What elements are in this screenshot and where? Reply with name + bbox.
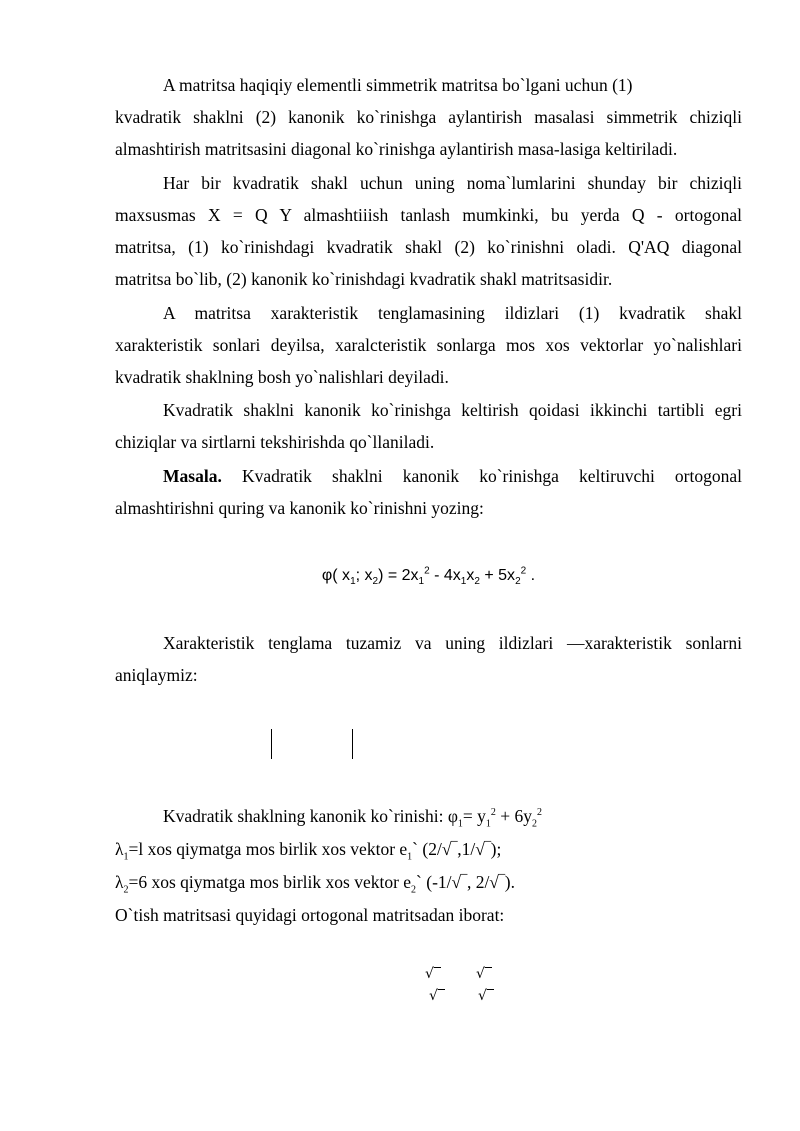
p1-line3: almashtirish matritsasini diagonal ko`rinishga aylantirish masa-lasiga keltiriladi. xyxy=(115,139,678,159)
text-part: λ xyxy=(115,839,124,859)
formula-part: φ( x xyxy=(321,567,351,584)
formula-sub: 2 xyxy=(515,576,521,588)
p4-line2: chiziqlar va sirtlarni tekshirishda qo`llaniladi. xyxy=(115,432,435,452)
sub: 1 xyxy=(485,818,491,830)
p6-line1: Xarakteristik tenglama tuzamiz va uning ildizlari —xarakteristik sonlarni xyxy=(163,633,742,653)
p2-line4: matritsa bo`lib, (2) kanonik ko`rinishdagi kvadratik shakl matritsasidir. xyxy=(115,269,613,289)
formula-part: ; x xyxy=(355,567,373,584)
sub: 2 xyxy=(411,884,417,896)
formula-part: x xyxy=(466,567,475,584)
sqrt-symbol: √‾ xyxy=(429,988,445,1004)
eigenvector-1-line xyxy=(115,839,742,863)
p5-line1-text: Kvadratik shaklni kanonik ko`rinishga keltiruvchi ortogonal xyxy=(241,466,743,486)
masala-label: Masala. xyxy=(163,466,222,486)
formula-part: + 5x xyxy=(479,567,516,584)
sub: 1 xyxy=(123,851,129,863)
text-part: Kvadratik shaklning kanonik ko`rinishi: φ xyxy=(163,806,458,826)
formula-part: ) = 2x xyxy=(378,567,419,584)
sub: 2 xyxy=(123,884,129,896)
p2-line3: matritsa, (1) ko`rinishdagi kvadratik shakl (2) ko`rinishni oladi. Q'AQ diagonal xyxy=(115,237,742,257)
formula-sup: 2 xyxy=(424,565,430,577)
text-part: = y xyxy=(462,806,486,826)
p2-line2: maxsusmas X = Q Y almashtiiish tanlash mumkinki, bu yerda Q - ortogonal xyxy=(115,205,742,225)
p4-line1: Kvadratik shaklni kanonik ko`rinishga keltirish qoidasi ikkinchi tartibli egri xyxy=(163,400,742,420)
sup: 2 xyxy=(490,807,496,819)
transition-matrix-line: O`tish matritsasi quyidagi ortogonal matritsadan iborat: xyxy=(115,905,505,925)
formula-sup: 2 xyxy=(520,565,527,577)
text-part: ` (2/√‾,1/√‾); xyxy=(412,839,502,859)
text-part: + 6y xyxy=(495,806,533,826)
sub: 2 xyxy=(532,818,538,830)
p2-line1: Har bir kvadratik shakl uchun uning noma`lumlarini shunday bir chiziqli xyxy=(163,173,742,193)
p1-line1: A matritsa haqiqiy elementli simmetrik matritsa bo`lgani uchun (1) xyxy=(163,75,633,95)
formula-part: - 4x xyxy=(429,567,461,584)
p3-line1: A matritsa xarakteristik tenglamasining ildizlari (1) kvadratik shakl xyxy=(163,303,742,323)
text-part: λ xyxy=(115,872,124,892)
formula-part: . xyxy=(526,567,536,584)
sqrt-symbol: √‾ xyxy=(425,966,441,982)
formula-sub: 2 xyxy=(372,576,379,588)
p3-line3: kvadratik shaklning bosh yo`nalishlari deyiladi. xyxy=(115,367,449,387)
formula-sub: 1 xyxy=(460,576,467,588)
p5-line1 xyxy=(163,466,742,486)
canonical-form-line xyxy=(163,806,790,830)
determinant-left-bar xyxy=(271,729,272,759)
formula xyxy=(115,566,742,586)
formula-sub: 2 xyxy=(474,576,480,588)
sub: 1 xyxy=(457,818,463,830)
p1-line2: kvadratik shaklni (2) kanonik ko`rinishga aylantirish masalasi simmetrik chiziqli xyxy=(115,107,742,127)
formula-sub: 1 xyxy=(350,576,356,588)
text-part: =6 xos qiymatga mos birlik xos vektor e xyxy=(128,872,412,892)
text-part: ` (-1/√‾, 2/√‾). xyxy=(416,872,515,892)
p3-line2: xarakteristik sonlari deyilsa, xaralcteristik sonlarga mos xos vektorlar yo`nalishlari xyxy=(115,335,742,355)
p6-line2: aniqlaymiz: xyxy=(115,665,198,685)
sup: 2 xyxy=(537,807,543,819)
sqrt-symbol: √‾ xyxy=(478,988,494,1004)
text-part: =l xos qiymatga mos birlik xos vektor e xyxy=(128,839,408,859)
formula-sub: 1 xyxy=(418,576,425,588)
p5-line2: almashtirishni quring va kanonik ko`rinishni yozing: xyxy=(115,498,484,518)
determinant-right-bar xyxy=(352,729,353,759)
sub: 1 xyxy=(407,851,413,863)
eigenvector-2-line xyxy=(115,872,742,896)
sqrt-symbol: √‾ xyxy=(476,966,492,982)
